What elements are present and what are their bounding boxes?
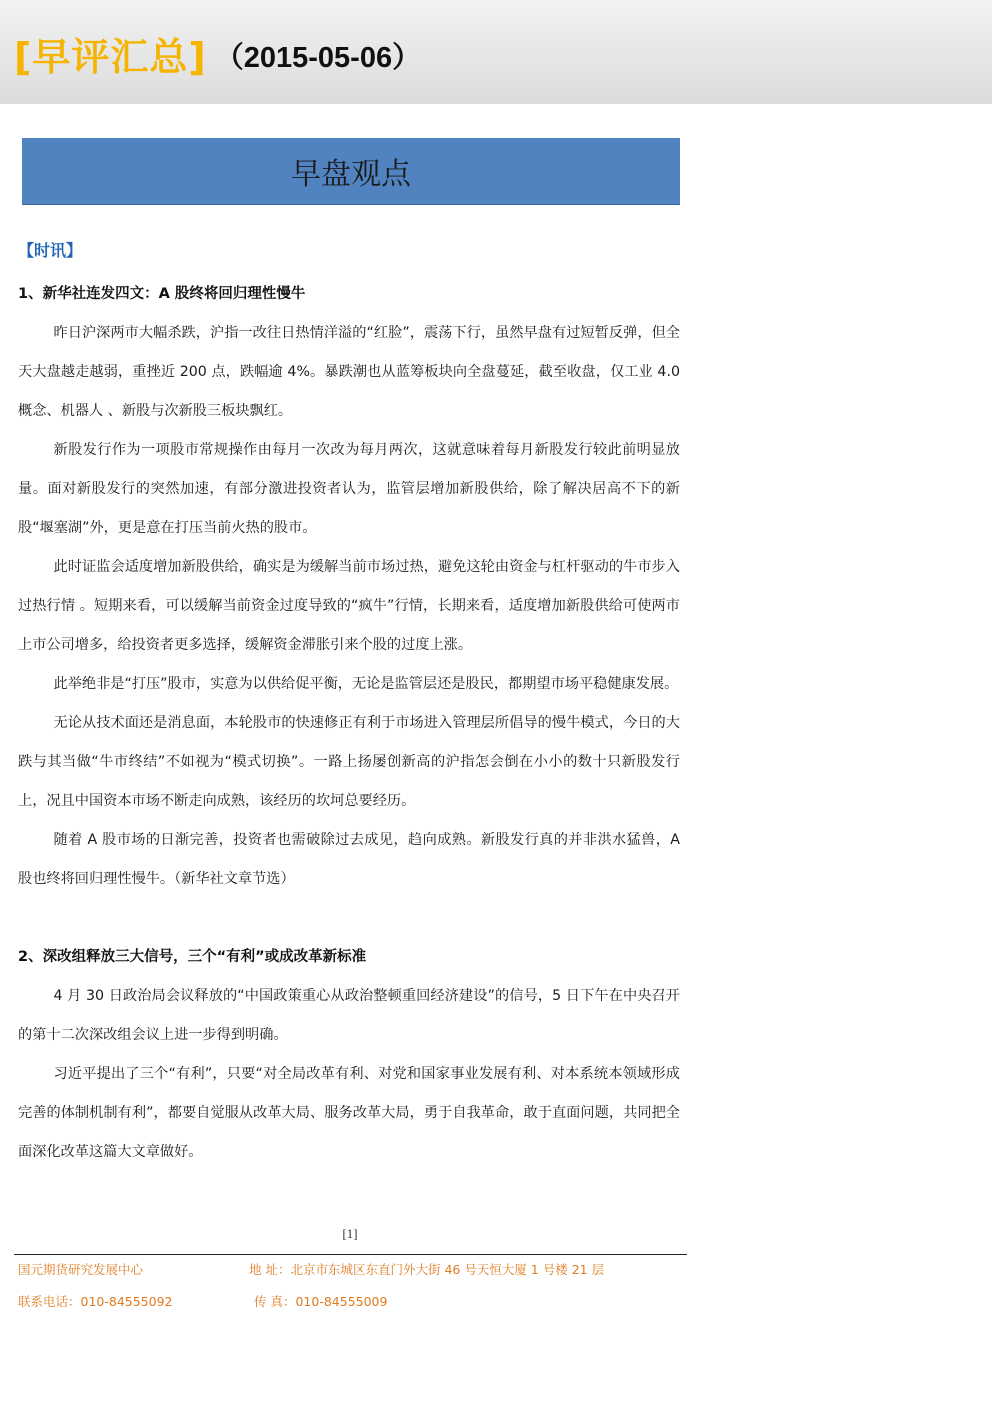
footer-address: 地 址：北京市东城区东直门外大街 46 号天恒大厦 1 号楼 21 层	[249, 1262, 605, 1277]
page-title	[14, 34, 421, 88]
footer-divider	[14, 1254, 687, 1255]
article-paragraph: 新股发行作为一项股市常规操作由每月一次改为每月两次，这就意味着每月新股发行较此前明显放量。面对新股发行的突然加速，有部分激进投资者认为，监管层增加新股供给，除了解决居高不下的新股“堰塞湖”外，更是意在打压当前火热的股市。	[18, 442, 680, 536]
article-paragraph: 4 月 30 日政治局会议释放的“中国政策重心从政治整顿重回经济建设”的信号，5 日下午在中央召开的第十二次深改组会议上进一步得到明确。	[18, 988, 680, 1043]
article-paragraph: 此时证监会适度增加新股供给，确实是为缓解当前市场过热，避免这轮由资金与杠杆驱动的牛市步入过热行情 。短期来看，可以缓解当前资金过度导致的“疯牛”行情，长期来看，适度增加新股供给可使两市上市公司增多，给投资者更多选择，缓解资金滞胀引来个股的过度上涨。	[18, 559, 680, 653]
section-tag: 【时讯】	[18, 241, 83, 260]
report-brand: [早评汇总]	[14, 35, 207, 79]
article-headline: 1、新华社连发四文：A 股终将回归理性慢牛	[18, 286, 306, 302]
footer-fax: 传 真：010-84555009	[254, 1294, 388, 1309]
footer-row-2	[18, 1292, 388, 1310]
footer-row-1	[18, 1260, 605, 1278]
article-headline: 2、深改组释放三大信号，三个“有利”或成改革新标准	[18, 949, 367, 965]
footer-phone: 联系电话：010-84555092	[18, 1294, 173, 1309]
report-date: （2015-05-06）	[214, 42, 422, 74]
footer-org: 国元期货研究发展中心	[18, 1262, 144, 1277]
article-paragraph: 随着 A 股市场的日渐完善，投资者也需破除过去成见，趋向成熟。新股发行真的并非洪水猛兽，A 股也终将回归理性慢牛。（新华社文章节选）	[18, 832, 680, 887]
banner-title: 早盘观点	[291, 157, 411, 192]
article-paragraph: 无论从技术面还是消息面，本轮股市的快速修正有利于市场进入管理层所倡导的慢牛模式，今日的大跌与其当做“牛市终结”不如视为“模式切换”。一路上扬屡创新高的沪指怎会倒在小小的数十只新股发行上，况且中国资本市场不断走向成熟，该经历的坎坷总要经历。	[18, 715, 680, 809]
article-paragraph: 习近平提出了三个“有利”，只要“对全局改革有利、对党和国家事业发展有利、对本系统本领域形成完善的体制机制有利”，都要自觉服从改革大局、服务改革大局，勇于自我革命，敢于直面问题，共同把全面深化改革这篇大文章做好。	[18, 1066, 680, 1160]
article-spacer	[18, 899, 680, 938]
article-paragraph: 此举绝非是“打压”股市，实意为以供给促平衡，无论是监管层还是股民，都期望市场平稳健康发展。	[53, 676, 679, 692]
article-content	[18, 275, 680, 1172]
article-paragraph: 昨日沪深两市大幅杀跌，沪指一改往日热情洋溢的“红脸”，震荡下行，虽然早盘有过短暂反弹，但全天大盘越走越弱，重挫近 200 点，跌幅逾 4%。暴跌潮也从蓝筹板块向全盘蔓延，截至收盘，仅工业 4.0 概念、机器人 、新股与次新股三板块飘红。	[18, 325, 680, 419]
page-number: [1]	[342, 1226, 358, 1241]
section-banner	[22, 138, 680, 204]
